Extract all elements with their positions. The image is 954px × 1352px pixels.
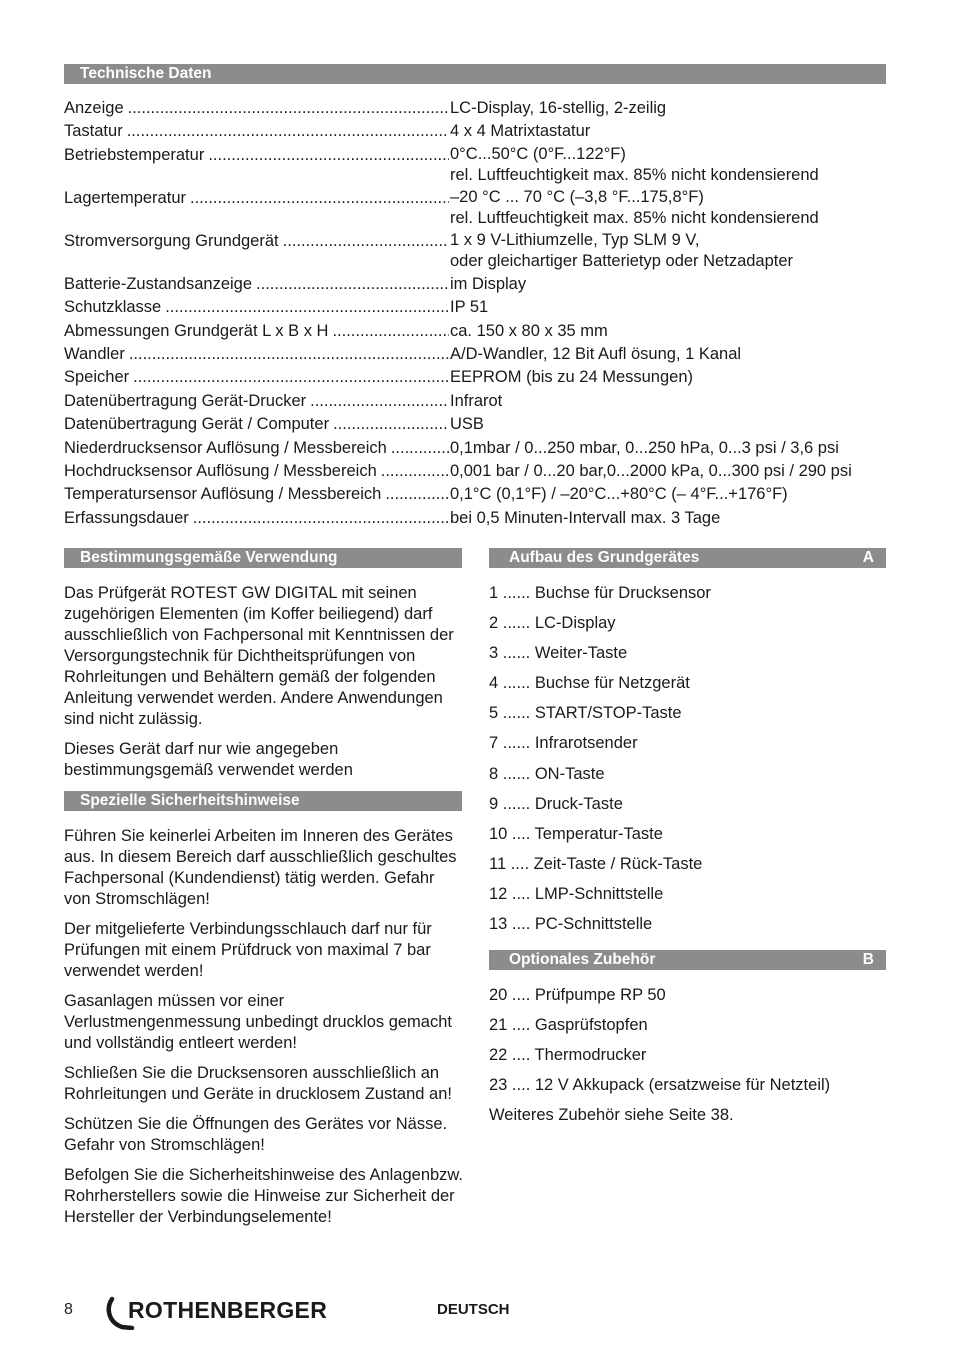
spec-label: Datenübertragung Gerät-Drucker — [64, 391, 307, 410]
spec-label: Betriebstemperatur — [64, 145, 205, 164]
spec-label-cell — [64, 144, 450, 187]
dot-leader — [129, 343, 449, 366]
spec-label: Niederdrucksensor Auflösung / Messbereich — [64, 438, 387, 457]
dot-leader — [208, 144, 449, 187]
paragraph: Schließen Sie die Drucksensoren ausschließlich an Rohrleitungen und Geräte in drucklosem Zustand an! — [64, 1064, 452, 1103]
spec-label: Stromversorgung Grundgerät — [64, 231, 279, 250]
spec-value: LC-Display, 16-stellig, 2-zeilig — [450, 99, 667, 117]
dot-leader — [391, 437, 449, 460]
list-item: 21 .... Gasprüfstopfen — [489, 1016, 648, 1035]
list-item: 4 ...... Buchse für Netzgerät — [489, 674, 690, 693]
spec-value: oder gleichartiger Batterietyp oder Netzadapter — [450, 252, 794, 271]
dot-leader — [333, 413, 449, 436]
spec-row — [64, 97, 886, 120]
spec-row — [64, 437, 886, 460]
dot-leader — [256, 273, 449, 296]
spec-label-cell — [64, 343, 450, 366]
dot-leader — [283, 230, 449, 273]
spec-value: 0,001 bar / 0...20 bar,0...2000 kPa, 0...300 psi / 290 psi — [450, 462, 852, 481]
spec-label-cell — [64, 230, 450, 273]
spec-label-cell — [64, 366, 450, 389]
paragraph: Der mitgelieferte Verbindungsschlauch darf nur für Prüfungen mit einem Prüfdruck von maximal 7 bar verwendet werden! — [64, 920, 432, 980]
spec-value-cell — [450, 507, 886, 530]
spec-label-cell — [64, 390, 450, 413]
spec-label-cell — [64, 460, 450, 483]
intended-use-text — [64, 583, 464, 790]
spec-value-cell — [450, 273, 886, 296]
spec-row — [64, 343, 886, 366]
spec-value-cell — [450, 97, 886, 120]
spec-row — [64, 507, 886, 530]
list-item: 10 .... Temperatur-Taste — [489, 824, 663, 843]
list-item: Weiteres Zubehör siehe Seite 38. — [489, 1106, 734, 1125]
dot-leader — [127, 120, 449, 143]
spec-label-cell — [64, 320, 450, 343]
list-item: 11 .... Zeit-Taste / Rück-Taste — [489, 854, 703, 873]
spec-label: Erfassungsdauer — [64, 508, 189, 527]
device-structure-list — [489, 583, 886, 944]
spec-row — [64, 273, 886, 296]
spec-row — [64, 390, 886, 413]
list-item: 12 .... LMP-Schnittstelle — [489, 884, 664, 903]
spec-value-cell — [450, 460, 886, 483]
spec-row — [64, 187, 886, 230]
spec-value-cell — [450, 366, 886, 389]
spec-value: rel. Luftfeuchtigkeit max. 85% nicht kondensierend — [450, 209, 819, 228]
spec-row — [64, 120, 886, 143]
dot-leader — [128, 97, 449, 120]
paragraph: Führen Sie keinerlei Arbeiten im Inneren des Gerätes aus. In diesem Bereich darf ausschließlich geschultes Fachpersonal (Kundendienst) tätig werden. Gefahr von Stromschlägen! — [64, 827, 457, 908]
spec-value-cell — [450, 120, 886, 143]
spec-value: 0°C...50°C (0°F...122°F) — [450, 144, 626, 163]
paragraph: Schützen Sie die Öffnungen des Gerätes vor Nässe. Gefahr von Stromschlägen! — [64, 1115, 448, 1154]
spec-row — [64, 296, 886, 319]
spec-label: Temperatursensor Auflösung / Messbereich — [64, 485, 382, 504]
spec-row — [64, 413, 886, 436]
spec-label-cell — [64, 187, 450, 230]
list-item: 9 ...... Druck-Taste — [489, 794, 623, 813]
section-title: Spezielle Sicherheitshinweise — [80, 792, 300, 809]
figure-letter: A — [862, 549, 874, 566]
dot-leader — [385, 483, 449, 506]
spec-label: Wandler — [64, 345, 125, 364]
section-header-device-structure — [489, 548, 886, 568]
spec-value: –20 °C ... 70 °C (–3,8 °F...175,8°F) — [450, 187, 704, 206]
section-header-intended-use — [64, 548, 462, 568]
section-header-technical-data — [64, 64, 886, 84]
safety-text — [64, 826, 464, 1237]
accessories-list — [489, 985, 886, 1135]
section-title: Optionales Zubehör — [509, 951, 656, 968]
spec-label-cell — [64, 296, 450, 319]
spec-value: 0,1mbar / 0...250 mbar, 0...250 hPa, 0...3 psi / 3,6 psi — [450, 438, 839, 457]
spec-label: Anzeige — [64, 99, 124, 117]
paragraph: Das Prüfgerät ROTEST GW DIGITAL mit seinen zugehörigen Elementen (im Koffer beiliegend) darf ausschließlich von Fachpersonal mit Kenntnissen der Versorgungstechnik für Dichtheitsprüfungen von Rohrleitungen und Behältern gemäß der folgenden Anleitung verwendet werden. Andere Anwendungen sind nicht zulässig. — [64, 584, 454, 728]
spec-value-cell — [450, 144, 886, 187]
dot-leader — [332, 320, 449, 343]
spec-value-cell — [450, 343, 886, 366]
section-title: Bestimmungsgemäße Verwendung — [80, 549, 338, 566]
spec-value-cell — [450, 320, 886, 343]
spec-label: Abmessungen Grundgerät L x B x H — [64, 321, 329, 340]
spec-row — [64, 460, 886, 483]
figure-letter: B — [862, 951, 874, 968]
spec-label: Speicher — [64, 368, 130, 387]
spec-label: Tastatur — [64, 122, 123, 141]
technical-data-table — [64, 97, 886, 530]
spec-value-cell — [450, 483, 886, 506]
paragraph: Befolgen Sie die Sicherheitshinweise des Anlagenbzw. Rohrherstellers sowie die Hinweise zur Sicherheit der Hersteller der Verbindungselemente! — [64, 1166, 464, 1226]
list-item: 23 .... 12 V Akkupack (ersatzweise für Netzteil) — [489, 1076, 831, 1095]
list-item: 2 ...... LC-Display — [489, 614, 616, 633]
spec-label: Schutzklasse — [64, 298, 162, 317]
brand-logo — [106, 1294, 346, 1332]
list-item: 20 .... Prüfpumpe RP 50 — [489, 986, 666, 1004]
page-number: 8 — [64, 1301, 73, 1318]
spec-label-cell — [64, 507, 450, 530]
spec-value-cell — [450, 187, 886, 230]
spec-row — [64, 483, 886, 506]
spec-value: rel. Luftfeuchtigkeit max. 85% nicht kondensierend — [450, 166, 819, 185]
spec-value: USB — [450, 415, 484, 434]
language-label: DEUTSCH — [437, 1301, 510, 1318]
spec-value-cell — [450, 437, 886, 460]
spec-row — [64, 144, 886, 187]
list-item: 13 .... PC-Schnittstelle — [489, 915, 653, 934]
spec-value: 1 x 9 V-Lithiumzelle, Typ SLM 9 V, — [450, 230, 700, 249]
spec-value-cell — [450, 413, 886, 436]
section-title: Aufbau des Grundgerätes — [509, 549, 700, 566]
spec-value: 4 x 4 Matrixtastatur — [450, 122, 591, 141]
brand-name: ROTHENBERGER — [128, 1297, 328, 1323]
spec-value: im Display — [450, 274, 527, 293]
spec-label: Batterie-Zustandsanzeige — [64, 274, 253, 293]
spec-value: A/D-Wandler, 12 Bit Aufl ösung, 1 Kanal — [450, 345, 742, 364]
spec-value: IP 51 — [450, 298, 489, 317]
dot-leader — [133, 366, 449, 389]
paragraph: Dieses Gerät darf nur wie angegeben bestimmungsgemäß verwendet werden — [64, 740, 353, 779]
list-item: 1 ...... Buchse für Drucksensor — [489, 584, 711, 602]
section-title: Technische Daten — [80, 65, 212, 82]
spec-value: Infrarot — [450, 391, 503, 410]
spec-value-cell — [450, 296, 886, 319]
list-item: 5 ...... START/STOP-Taste — [489, 704, 682, 723]
spec-row — [64, 320, 886, 343]
spec-label-cell — [64, 120, 450, 143]
spec-value: bei 0,5 Minuten-Intervall max. 3 Tage — [450, 508, 721, 527]
dot-leader — [190, 187, 449, 230]
spec-label: Lagertemperatur — [64, 188, 186, 207]
spec-label-cell — [64, 483, 450, 506]
section-header-safety — [64, 791, 462, 811]
spec-label-cell — [64, 413, 450, 436]
list-item: 8 ...... ON-Taste — [489, 764, 605, 783]
spec-label-cell — [64, 437, 450, 460]
list-item: 7 ...... Infrarotsender — [489, 734, 638, 753]
dot-leader — [165, 296, 449, 319]
spec-label: Datenübertragung Gerät / Computer — [64, 415, 330, 434]
dot-leader — [193, 507, 449, 530]
spec-label: Hochdrucksensor Auflösung / Messbereich — [64, 462, 377, 481]
spec-value: ca. 150 x 80 x 35 mm — [450, 321, 608, 340]
spec-value-cell — [450, 230, 886, 273]
list-item: 3 ...... Weiter-Taste — [489, 644, 628, 663]
spec-row — [64, 230, 886, 273]
dot-leader — [381, 460, 449, 483]
spec-label-cell — [64, 273, 450, 296]
spec-label-cell — [64, 97, 450, 120]
spec-value: 0,1°C (0,1°F) / –20°C...+80°C (– 4°F...+176°F) — [450, 485, 788, 504]
list-item: 22 .... Thermodrucker — [489, 1046, 647, 1065]
spec-row — [64, 366, 886, 389]
spec-value-cell — [450, 390, 886, 413]
dot-leader — [310, 390, 449, 413]
spec-value: EEPROM (bis zu 24 Messungen) — [450, 368, 694, 387]
paragraph: Gasanlagen müssen vor einer Verlustmengenmessung unbedingt drucklos gemacht und vollständig entleert werden! — [64, 992, 452, 1052]
section-header-accessories — [489, 950, 886, 970]
